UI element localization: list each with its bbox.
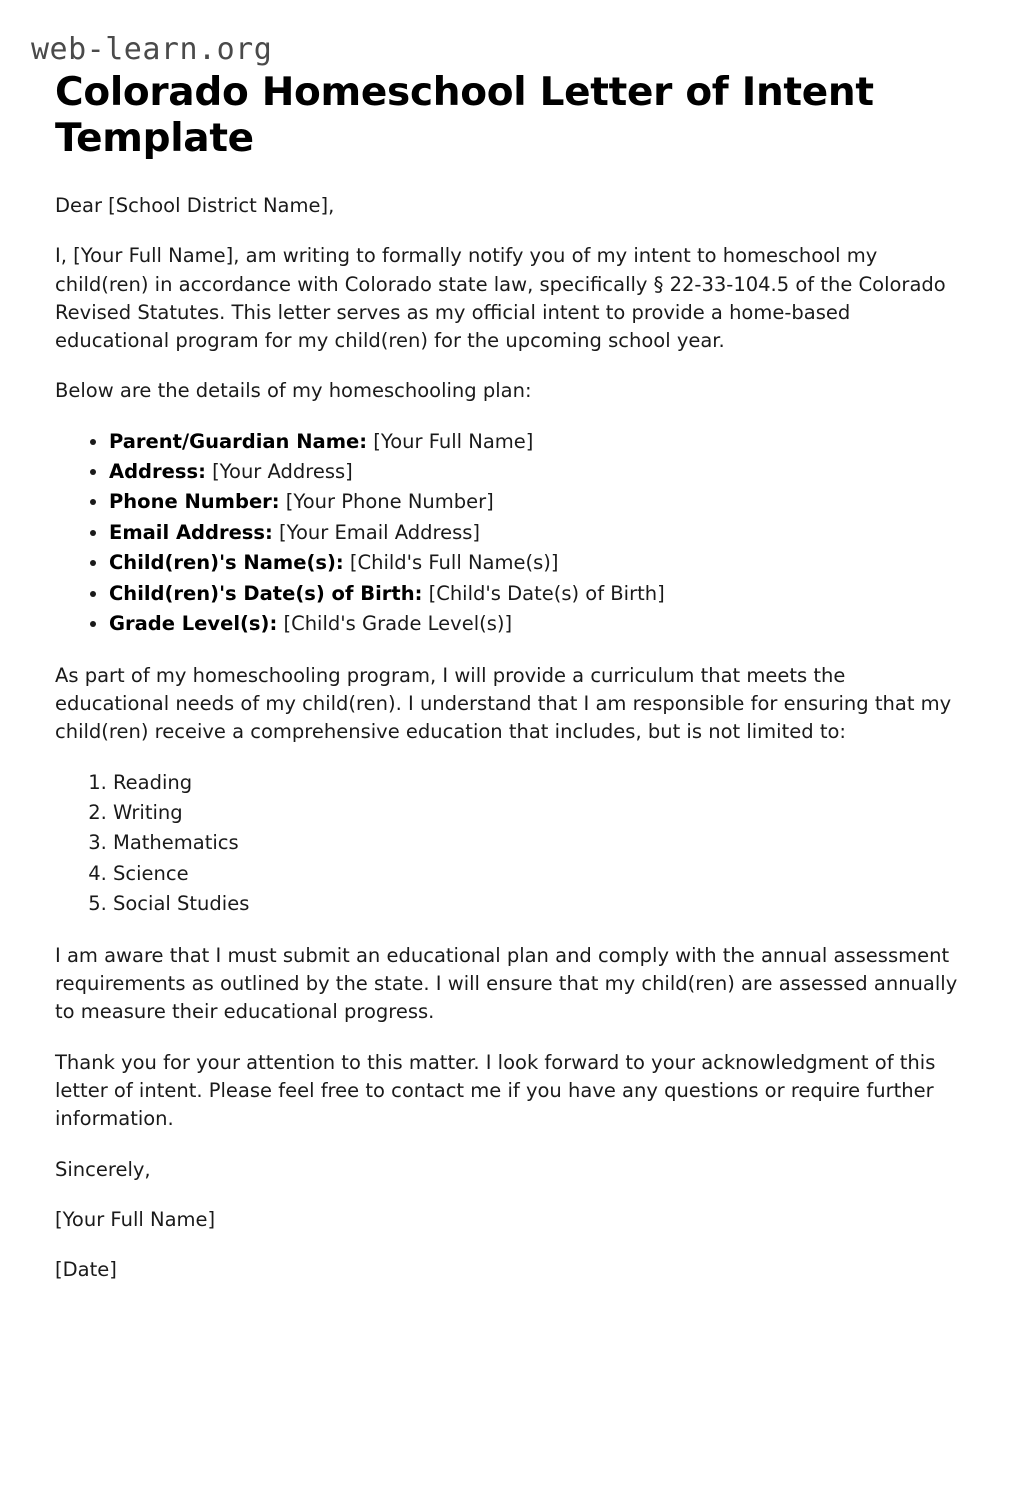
signature-name: [Your Full Name] (55, 1207, 216, 1231)
signature-date: [Date] (55, 1258, 117, 1282)
detail-label: Grade Level(s): (109, 611, 278, 635)
list-item (109, 549, 965, 577)
list-item: 2. Writing (113, 799, 965, 827)
list-item: 3. Mathematics (113, 829, 965, 857)
list-item (109, 488, 965, 516)
list-item: 1. Reading (113, 769, 965, 797)
detail-value: [Your Full Name] (373, 429, 534, 453)
list-item (109, 458, 965, 486)
site-brand-watermark: web-learn.org (31, 32, 273, 67)
sign-off: Sincerely, (55, 1157, 151, 1181)
intro-paragraph: I, [Your Full Name], am writing to formally notify you of my intent to homeschool my child(ren) in accordance with Colorado state law, specifically § 22-33-104.5 of the Colorado Revised Statutes. This letter serves as my official intent to provide a home-based educational program for my child(ren) for the upcoming school year. (55, 244, 946, 353)
detail-value: [Child's Grade Level(s)] (283, 611, 513, 635)
list-item (109, 580, 965, 608)
detail-value: [Child's Full Name(s)] (349, 551, 559, 575)
page-bottom-whitespace (0, 1306, 1025, 1496)
detail-label: Child(ren)'s Name(s): (109, 551, 344, 575)
details-lead-in: Below are the details of my homeschooling plan: (55, 379, 532, 403)
list-item (109, 519, 965, 547)
curriculum-paragraph: As part of my homeschooling program, I will provide a curriculum that meets the educational needs of my child(ren). I understand that I am responsible for ensuring that my child(ren) receive a comprehensive education that includes, but is not limited to: (55, 663, 952, 744)
detail-label: Address: (109, 460, 206, 483)
list-item (109, 610, 965, 638)
subject-list (55, 769, 965, 918)
homeschool-details-list (55, 428, 965, 638)
detail-label: Email Address: (109, 520, 273, 544)
detail-label: Phone Number: (109, 490, 280, 514)
detail-value: [Your Address] (212, 460, 353, 483)
letter-body (0, 192, 1025, 1284)
detail-value: [Your Email Address] (279, 520, 481, 544)
closing-paragraph: Thank you for your attention to this matter. I look forward to your acknowledgment of this letter of intent. Please feel free to contact me if you have any questions or require further information. (55, 1050, 936, 1131)
assessment-paragraph: I am aware that I must submit an educational plan and comply with the annual assessment requirements as outlined by the state. I will ensure that my child(ren) are assessed annually to measure their educational progress. (55, 943, 958, 1024)
list-item (109, 428, 965, 456)
detail-label: Parent/Guardian Name: (109, 429, 368, 453)
detail-value: [Your Phone Number] (285, 490, 494, 514)
list-item: 5. Social Studies (113, 890, 965, 918)
salutation: Dear [School District Name], (55, 194, 335, 218)
list-item: 4. Science (113, 860, 965, 888)
detail-label: Child(ren)'s Date(s) of Birth: (109, 581, 423, 605)
detail-value: [Child's Date(s) of Birth] (428, 581, 665, 605)
page-title: Colorado Homeschool Letter of Intent Template (55, 70, 874, 162)
